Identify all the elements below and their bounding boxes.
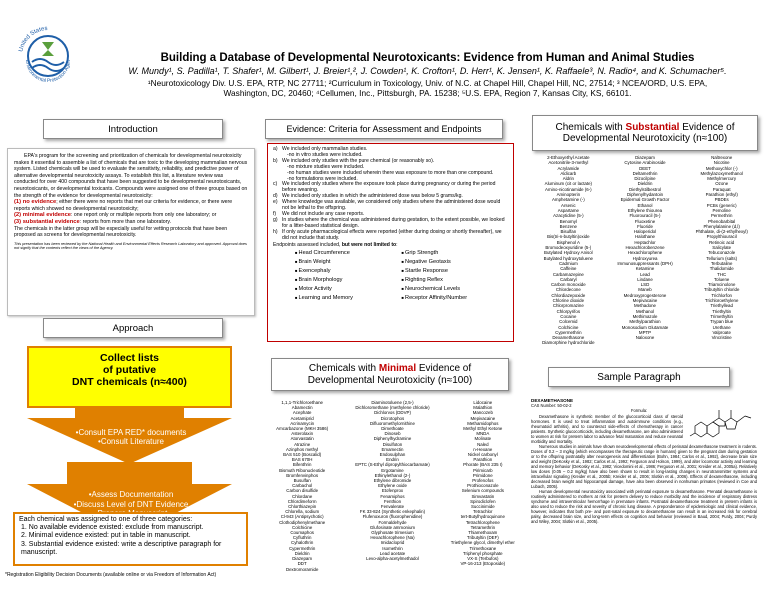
chemical-item: Arsenic: [561, 202, 576, 208]
chemical-item: THC: [717, 271, 727, 277]
chemical-item: Ketamine: [635, 266, 655, 272]
criterion-item: -no in vitro studies were included.: [287, 151, 363, 158]
chemical-item: Dichlorvos (DDVP): [374, 410, 411, 416]
chemical-item: 1,1,1-Trichloroethane: [281, 400, 323, 405]
chemical-item: Cypermethrin: [555, 329, 582, 335]
svg-text:Environmental Protection Agenc: Environmental Protection Agen: [23, 59, 73, 85]
chemical-item: Lead: [640, 271, 650, 277]
epa-logo: [12, 20, 84, 92]
chemical-item: Caffeine: [560, 266, 577, 272]
chemical-item: Chlordane: [292, 493, 313, 499]
chemical-item: Bifenthrin: [292, 462, 312, 468]
chemical-item: Isomethrin: [382, 545, 403, 551]
chemical-item: Lindane: [637, 276, 653, 282]
affiliation-line-2: Washington, DC, 20460; ⁴Cellumen, Inc., Pittsburgh, PA. 15238; ⁵U.S. EPA, Region 7, Kansas City, KS, 66101.: [223, 88, 632, 98]
intro-item-1: (1) no evidence; either there were no reports that met our criteria for evidence, or there were reports which showed no developmental neurotoxicity;: [14, 199, 233, 212]
chemical-item: Maneb: [638, 287, 652, 293]
chemical-item: Methyl Ethyl Ketone: [463, 426, 503, 432]
chemical-item: FK 33-824 (Synthetic enkephalin): [359, 509, 426, 515]
endpoint-item: ■ Grip Strength: [402, 250, 509, 257]
collect-line-3: DNT chemicals (n≈400): [72, 376, 187, 388]
chemical-item: Triethyllead: [710, 303, 733, 309]
consult-red-step: •Consult EPA RED* documents: [75, 428, 187, 437]
endpoint-item: ■ Negative Geotaxis: [402, 259, 509, 266]
chemical-item: Carbachol: [292, 483, 313, 489]
chemical-item: Thalidomide: [709, 266, 734, 272]
intro-paragraph-2: The chemicals in the latter group will be especially useful for vetting protocols that have been proposed as screens for developmental neurotoxicity.: [14, 225, 228, 239]
chemical-item: Naloxone: [635, 335, 655, 341]
chemical-item: Formaldehyde: [378, 519, 407, 525]
chemical-item: Aldrin: [562, 176, 574, 182]
chemical-item: Colchicine: [292, 524, 313, 530]
chemical-item: DEET: [639, 165, 651, 171]
criterion-item: -no mixture studies were included.: [287, 163, 365, 170]
chemical-item: Diphenylhydramine: [373, 436, 412, 442]
chemical-item: Dimethoate: [381, 426, 404, 432]
chemical-item: Glyphosate trimesium: [371, 530, 414, 536]
chemical-item: Chlorella, sodium: [285, 509, 320, 515]
minimal-column-1: [257, 400, 347, 578]
chemical-item: Triphenyl phosphate: [463, 550, 503, 556]
chemical-item: Levo-alpha-acetylmethadol: [366, 556, 419, 562]
dexamethasone-structure-diagram: [687, 398, 755, 440]
chemical-item: Dizocilpine: [634, 176, 656, 182]
chemical-item: Cocaine: [560, 313, 577, 319]
chemical-item: Phorate (BAS 235 I): [463, 462, 503, 468]
chemical-item: Endrin: [386, 457, 399, 463]
chemical-item: Etofenprox: [381, 488, 404, 494]
chemical-item: Ethanol: [637, 202, 653, 208]
chemical-item: MPTP: [638, 329, 652, 335]
chemical-item: Epidermal Growth Factor: [620, 197, 670, 203]
chemical-item: Toluene: [713, 276, 730, 282]
chemical-item: Mepivacaine: [470, 415, 496, 421]
chemical-item: Parathion: [473, 457, 493, 463]
chemical-item: Monosodium Glutamate: [621, 324, 669, 330]
chemical-item: Tetramethrin: [470, 524, 496, 530]
chemical-item: Fluoride: [637, 223, 653, 229]
chemical-item: Succinimide: [470, 504, 495, 510]
chemical-item: Pirimicarb: [473, 467, 493, 473]
chemical-item: Chlordecone: [555, 287, 581, 293]
chemical-item: Bisphenol A: [556, 239, 580, 245]
substantial-column-1: [530, 155, 607, 362]
discuss-step: •Discuss Level of DNT Evidence: [73, 499, 189, 509]
chemical-item: BAS 670H: [291, 457, 313, 463]
chemical-item: Benzene: [559, 223, 577, 229]
svg-text:United States: United States: [18, 25, 48, 53]
chemical-item: Hydroxyurea: [632, 255, 658, 261]
chemical-item: Ozone: [715, 181, 729, 187]
sample-paragraph-1: Dexamethasone is synthetic member of the glucocorticoid class of steroid hormones. It is used to treat inflammation and autoimmune conditions (e.g., rheumatoid arthritis), and to counteract side-effects of chemotherapy in cancer patients. Synthetic glucocorticoids, including dexamethasone, are also administered to women at risk for preterm labor to advance fetal maturation and reduce neonatal morbidity and mortality.: [531, 414, 683, 444]
substantial-evidence-heading: Chemicals with Substantial Evidence of Developmental Neurotoxicity (n≈100): [532, 115, 758, 151]
chemical-item: Methamidophos: [467, 420, 499, 426]
chemical-item: Thiamethoxam: [468, 530, 498, 536]
chemical-item: Triethyltin: [712, 308, 732, 314]
intro-item-3: (3) substantial evidence: reports from more than one laboratory.: [14, 218, 172, 225]
chemical-item: Dieldrin: [637, 181, 653, 187]
chemical-item: Tebuconazole: [708, 250, 736, 256]
introduction-heading: Introduction: [43, 119, 223, 139]
chemical-item: Aluminum (cit or lactate): [544, 181, 592, 187]
chemical-item: Ergotamine: [381, 467, 404, 473]
chemical-item: Phenylalanine (d,l): [703, 223, 740, 229]
consult-literature-step: •Consult Literature: [98, 437, 164, 446]
criterion-item: a) We included only mammalian studies.: [273, 146, 368, 152]
criterion-item: g) In studies where the chemical was administered during gestation, to the extent possible, we looked for a litter-based statistical design.: [273, 216, 505, 229]
criterion-item: h) If only acute pharmacological effects were reported (either during dosing or shortly thereafter), we did not include that study.: [273, 228, 502, 241]
chemical-item: Acrylamide: [557, 165, 580, 171]
chemical-item: Amcarbazone (MKH 3586): [276, 426, 329, 432]
chemical-item: Aspartame: [557, 207, 579, 213]
chemical-item: Abamectin: [291, 405, 313, 411]
cas-number: CAS Number: 50-02-2: [531, 403, 572, 408]
criterion-item: f) We did not include any case reports.: [273, 210, 365, 217]
chemical-item: Diaminotoluene (2,5-): [371, 400, 414, 405]
chemical-item: Bromfenvinphos: [286, 472, 319, 478]
minimal-evidence-list: [255, 398, 530, 580]
chemical-item: Chlordiazepoxide: [551, 292, 586, 298]
endpoint-item: ■ Righting Reflex: [402, 277, 509, 284]
formula-label: Formula:: [631, 408, 648, 413]
chemical-item: Dicrotophos: [380, 415, 405, 421]
chemical-item: Trichlorfon: [711, 292, 732, 298]
chemical-item: Selenium compounds: [461, 488, 504, 494]
affiliation-line-1: ¹Neurotoxicology Div. U.S. EPA, RTP, NC 27711; ²Curriculum in Toxicology, Univ. of N.C. at Chapel Hill, Chapel Hill, NC, 27514; ³ NCEA/ORD, U.S. EPA,: [147, 78, 708, 88]
minimal-column-2: [347, 400, 437, 578]
chemical-item: PBDEs: [714, 197, 729, 203]
chemical-item: Amino-nicotinamide (6-): [545, 186, 592, 192]
chemical-item: Azacytidine (5-): [553, 213, 584, 219]
chemical-item: Pemoline: [712, 207, 731, 213]
criterion-item: -no formulations were included.: [287, 175, 358, 182]
chemical-item: Prothioconazole: [467, 483, 499, 489]
chemical-item: Valproate: [712, 329, 731, 335]
criterion-item: b) We included only studies with the pure chemical (or reasonably so).: [273, 157, 435, 164]
chemical-item: Tributyltin (DEF): [466, 535, 499, 541]
chemical-item: Paraquat: [712, 186, 731, 192]
chemical-item: Bis(tri-n-butyltin)oxide: [547, 234, 590, 240]
chemical-item: Butylated hydroxytoluene: [543, 255, 593, 261]
chemical-item: Busulfan: [293, 478, 311, 484]
intro-item-2: (2) minimal evidence: one report only or multiple reports from only one laboratory; or: [14, 212, 217, 219]
chemical-item: Atrazine: [294, 441, 311, 447]
sample-paragraph-2: Numerous studies in animals have shown neurodevelopmental effects of perinatal dexamethasone treatment in rodents. Doses of 0.2 – 3 mg/kg (which encompasses the therapeutic range in humans) given to the pregnant dam during gestation or to the offspring postnatally alter neurogenesis and differentiation (Bohn, 1984; Carlos et al., 1992), decrease brain size and weight (DeKosky et al., 1982; Carlos et al., 1992; Ferguson and Holson, 1999), and alter locomotor activity and learning and memory behavior (DeKosky et al., 1982; Vicedomini et al., 1986; Ferguson et al., 2001; Kreider et al., 2005a). Relatively low doses (0.05 – 0.2 mg/kg) have also been shown to result in long-lasting changes in neurotransmitter systems and intracellular signaling (Kreider et al., 2005b; Kreider et al., 2006; Slotkin et al., 2006). Effects of dexamethasone, including decreased brain weight and hippocampal damage, have also been observed in nonhuman primates (reviewed in Coe and Lubach, 2005).: [531, 444, 757, 489]
chemical-item: Primidone: [472, 472, 493, 478]
chemical-item: Cypermethrin: [288, 545, 316, 551]
chemical-item: Medroxyprogesterone: [623, 292, 667, 298]
chemical-item: Hexachlorophene (Na): [370, 535, 415, 541]
chemical-item: Mancozeb: [472, 410, 493, 416]
chemical-item: Fluoxetine: [634, 218, 656, 224]
evidence-body: [267, 143, 514, 342]
affiliations: [95, 78, 760, 98]
endpoint-item: ■ Learning and Memory: [295, 295, 402, 302]
category-1: 1. No available evidence existed: exclude from manuscript.: [21, 524, 204, 532]
chemical-item: Lidocaine: [473, 400, 493, 405]
chemical-item: Dinoseb: [384, 431, 401, 437]
chemical-item: Methanol: [635, 308, 655, 314]
endpoint-item: ■ Brain Weight: [295, 259, 402, 266]
sample-paragraph-3: Human developmental neurotoxicity associated with perinatal exposure to dexamethasone. Prenatal dexamethasone is routinely administered to mothers at risk for preterm delivery to reduce morbidity and the incidence of respiratory distress syndrome and intraventricular hemorrhage in premature infants. Postnatal dexamethasone treatment in preterm infants is also used to reduce the risk and severity of chronic lung disease. A preponderance of epidemiologic and clinical evidence, however, indicates that both pre- and post-natal exposure to dexamethasone can result in an increased risk for cerebral palsy, decreased brain size, and long-term effects on cognition and behavior (reviewed in Baud, 2004; Purdy, 2004; Purdy and Wiley, 2004; Slotkin et al., 2005).: [531, 489, 757, 524]
chemical-item: Fluorouracil (5-): [629, 213, 661, 219]
chemical-item: Diazepam: [635, 155, 655, 160]
sample-paragraph-heading: Sample Paragraph: [548, 367, 730, 387]
criterion-item: c) We included only studies where the exposure took place during pregnancy or during the period before weaning.: [273, 181, 496, 194]
chemical-item: Trimethoxane: [469, 545, 497, 551]
chemical-item: VP-16-213 (Etoposide): [460, 561, 506, 567]
chemical-item: Trypan blue: [710, 319, 734, 325]
chemical-item: Cadmium: [558, 260, 578, 266]
substantial-column-2: [607, 155, 684, 362]
categories-box: [13, 512, 248, 566]
chemical-item: Parathion (ethyl): [705, 192, 738, 198]
endpoint-item: ■ Neurochemical Levels: [402, 286, 509, 293]
chemical-item: Mepivacaine: [632, 298, 658, 304]
chemical-item: Methimazole: [632, 313, 658, 319]
criteria-list: [273, 147, 508, 242]
endpoint-grid: [273, 250, 508, 301]
chemical-item: Retinoic acid: [709, 239, 735, 245]
poster-title: Building a Database of Developmental Neurotoxicants: Evidence from Human and Animal Studies: [160, 52, 695, 64]
chemical-item: Chlorpromazine: [552, 303, 584, 309]
chemical-item: Acrinamycin: [290, 420, 315, 426]
chemical-item: Asterolaxin: [291, 431, 314, 437]
chemical-item: VX-S (Terbufos): [467, 556, 499, 562]
categories-intro: Each chemical was assigned to one of three categories:: [19, 516, 193, 523]
red-footnote: *Registration Eligibility Decision Documents (available online or via Freedom of Information Act): [5, 572, 217, 578]
chemical-item: LSD: [640, 282, 650, 288]
chemical-item: 2-Ethoxyethyl Acetate: [547, 155, 590, 160]
collect-lists-box: [27, 346, 232, 408]
chemical-item: Chlorine dioxide: [552, 298, 585, 304]
endpoint-item: ■ Receptor Affinity/Number: [402, 295, 509, 302]
chemical-item: Bromodeoxyuridine (5-): [545, 245, 592, 251]
chemical-item: Dextromoramide: [285, 566, 319, 572]
chemical-item: Amphetamine (-): [551, 197, 585, 203]
chemical-item: Fenvalerate: [380, 504, 405, 510]
chemical-item: Glufosinate ammonium: [369, 524, 416, 530]
chemical-item: Deltamethrin: [632, 170, 658, 176]
category-2: 2. Minimal evidence existed: put in table in manuscript.: [21, 532, 191, 540]
chemical-item: Halothane: [634, 234, 656, 240]
chemical-item: Colchicine: [558, 324, 579, 330]
chemical-item: Butylated Hydroxy Anisol: [544, 250, 593, 256]
chemical-item: n-Hexane: [473, 446, 493, 452]
chemical-item: Bismuth Ribonucleotide: [279, 467, 326, 473]
chemical-item: Ethylene oxide: [378, 483, 407, 489]
chemical-item: Triethylene glycol, dimethyl ether: [450, 540, 515, 546]
introduction-body: [7, 148, 255, 316]
chemical-item: Nicotine: [713, 160, 730, 166]
endpoints-intro: Endpoints assessed included, but were not limited to:: [273, 241, 398, 248]
minimal-column-3: [438, 400, 528, 578]
chemical-item: Ethylene dibromide: [373, 478, 412, 484]
chemical-item: Lead acetate: [379, 550, 406, 556]
evidence-heading: Evidence: Criteria for Assessment and Endpoints: [265, 119, 503, 139]
chemical-item: Chlordimeform: [287, 498, 317, 504]
chemical-item: Tellurium (salts): [706, 255, 738, 261]
chemical-item: Simvastatin: [471, 493, 495, 499]
review-disclaimer: This presentation has been reviewed by the National Health and Environmental Effects Research Laboratory and approved. Approval does not signify that the contents reflect the views of the Agency.: [14, 241, 247, 251]
chemical-item: PCBs (generic): [706, 202, 737, 208]
chemical-item: Imidacloprid: [380, 540, 405, 546]
substantial-evidence-list: [528, 152, 762, 365]
chemical-item: Cytosine Arabinoside: [624, 160, 666, 166]
chemical-item: Aminopterin: [556, 192, 581, 198]
chemical-item: Methylparathion: [629, 319, 661, 325]
consult-steps: [7, 428, 255, 446]
chemical-item: Azinphos methyl: [286, 446, 319, 452]
chemical-item: Ethinylethanol (2-): [374, 472, 411, 478]
chemical-item: DDT: [297, 561, 307, 567]
chemical-item: Molinate: [474, 436, 492, 442]
chemical-item: Fenthion: [383, 498, 402, 504]
chemical-item: Hexachlorophene: [627, 250, 663, 256]
chemical-item: Dieldrin: [294, 550, 310, 556]
chemical-item: Cl-943 (Antipsychotic): [280, 514, 324, 520]
chemical-item: Diamorphine hydrochloride: [542, 340, 595, 346]
approach-heading: Approach: [43, 318, 223, 338]
chemical-item: Emamectin: [381, 446, 404, 452]
author-list: W. Mundy¹, S. Padilla¹, T. Shafer¹, M. Gilbert¹, J. Breier¹,², J. Cowden¹, K. Crofton¹, D. Herr¹, K. Jensen¹, K. Raffaele³, N. Radio⁴, and K. Schumacher⁵.: [128, 66, 727, 76]
chemical-item: Spirodiclofen: [470, 498, 496, 504]
chemical-item: Diphenylhydantoin: [626, 192, 664, 198]
endpoint-item: ■ Brain Morphology: [295, 277, 402, 284]
chemical-item: Aldicarb: [560, 170, 577, 176]
chemical-item: Hexachlorobenzene: [625, 245, 665, 251]
chemical-item: Atorvastatin: [290, 436, 314, 442]
chemical-item: Malathion: [473, 405, 493, 411]
chemical-item: Nickel carbonyl: [467, 452, 498, 458]
chemical-item: Urethane: [712, 324, 731, 330]
chemical-item: Dexamethasone: [552, 335, 585, 341]
chemical-item: Heptachlor: [634, 239, 656, 245]
chemical-item: Diazepam: [292, 556, 313, 562]
chemical-item: Ethylene thiourea: [627, 207, 663, 213]
chemical-item: Tributyltin chloride: [703, 287, 740, 293]
chemical-item: Trimethyltin: [710, 313, 733, 319]
chemical-item: Carbon monoxide: [551, 282, 586, 288]
chemical-item: Chlorpyrifos: [556, 308, 581, 314]
chemical-item: Dichloromethane (methylene chloride): [355, 405, 430, 411]
chemical-item: Trichloroethylene: [704, 298, 739, 304]
intro-paragraph-1: EPA's program for the screening and prioritization of chemicals for developmental neurotoxicity makes it essential to assemble a list of chemicals that are toxic to the developing mammalian nervous system. Listed chemicals will be used to evaluate the sensitivity, reliability, and predictive power of alternative developmental neurotoxicity assays. To establish this list, a literature review was conducted for over 400 compounds that have been suggested to be developmental neurotoxicants, neurotoxicants, or developmental toxicants. Compounds were assigned one of three groups based on the strength of the evidence for developmental neurotoxicity:: [14, 153, 248, 199]
chemical-item: Benomyl: [559, 218, 577, 224]
chemical-item: Difluoromethylornithine: [370, 420, 415, 426]
chemical-item: Profenofos: [472, 478, 494, 484]
chemical-item: EPTC (S-Ethyl dipropylthiocarbamate): [355, 462, 430, 468]
chemical-item: Immunosuppressants (DPH): [617, 260, 673, 266]
chemical-name: DEXAMETHASONE: [531, 398, 574, 403]
chemical-item: Cyhalothrin: [291, 540, 314, 546]
chemical-item: MNDA: [476, 431, 490, 437]
chemical-item: Triamcinolone: [707, 282, 736, 288]
chemical-item: Carbamazepine: [552, 271, 584, 277]
minimal-evidence-heading: Chemicals with Minimal Evidence of Developmental Neurotoxicity (n≈100): [271, 358, 509, 391]
chemical-item: Chlorthiazepin: [288, 504, 317, 510]
chemical-item: Tetrachlorophene: [465, 519, 500, 525]
chemical-item: Methylazoxymethanol: [700, 170, 743, 176]
chemical-item: Haloperidol: [633, 229, 657, 235]
chemical-item: tert-Butylhydroquinone: [460, 514, 505, 520]
chemical-item: Methylmercury: [707, 176, 737, 182]
category-3: 3. Substantial evidence existed: write a descriptive paragraph for manuscript.: [21, 540, 222, 556]
chemical-item: Tetrachlor: [473, 509, 493, 515]
chemical-item: Diethylstilbestrol: [629, 186, 661, 192]
chemical-item: BAS 510 (Boscalid): [283, 452, 322, 458]
sample-paragraph-body: [527, 396, 761, 586]
endpoint-item: ■ Motor Activity: [295, 286, 402, 293]
criterion-item: -no human studies were included wherein there was exposure to more than one compound.: [287, 169, 494, 176]
chemical-item: Cyfluthrin: [292, 535, 312, 541]
assess-step: •Assess Documentation: [88, 490, 174, 499]
chemical-item: Vincristine: [711, 335, 732, 341]
chemical-item: Terbutaline: [710, 260, 733, 266]
criterion-item: e) Where knowledge was available, we considered only studies where the administered dose would not be lethal to the offspring.: [273, 199, 501, 212]
chemical-item: Naltrexone: [711, 155, 733, 160]
collect-line-2: of putative: [102, 364, 157, 376]
chemical-item: Disulfoton: [382, 441, 403, 447]
endpoint-item: ■ Head Circumference: [295, 250, 402, 257]
chemical-item: Bisulfan: [560, 229, 577, 235]
chemical-item: Permethrin: [710, 213, 733, 219]
chemical-item: Naled: [477, 441, 489, 447]
chemical-item: Coumaphos: [290, 530, 314, 536]
chemical-item: Clothodiphenylmethane: [279, 519, 326, 525]
chemical-item: Carbaryl: [560, 276, 577, 282]
chemical-item: Salicylate: [712, 245, 732, 251]
chemical-item: Acetonitrile-3-methyl: [548, 160, 589, 166]
endpoint-item: ■ Startle Response: [402, 268, 509, 275]
criterion-item: d) We included only studies in which the administered dose was below 5 grams/kg.: [273, 193, 463, 200]
chemical-item: Endosulphan: [379, 452, 406, 458]
chemical-item: Phenobarbital: [708, 218, 736, 224]
endpoint-item: ■ Exencephaly: [295, 268, 402, 275]
chemical-item: Carbon disulfide: [286, 488, 319, 494]
chemical-item: Phthalate, di-(2-ethylhexyl): [695, 229, 748, 235]
chemical-item: Methadone: [634, 303, 656, 309]
chemical-item: Propylthiouracil: [706, 234, 737, 240]
chemical-item: Fenamiphos: [380, 493, 405, 499]
collect-line-1: Collect lists: [100, 352, 159, 364]
chemical-item: Colcemid: [559, 319, 578, 325]
chemical-item: Acephate: [292, 410, 312, 416]
chemical-item: Acetamiprid: [290, 415, 314, 421]
substantial-column-3: [683, 155, 760, 362]
chemical-item: Flufenoxuron (fluorophenidine): [362, 514, 423, 520]
chemical-item: Methoxychlor (-): [705, 165, 738, 171]
